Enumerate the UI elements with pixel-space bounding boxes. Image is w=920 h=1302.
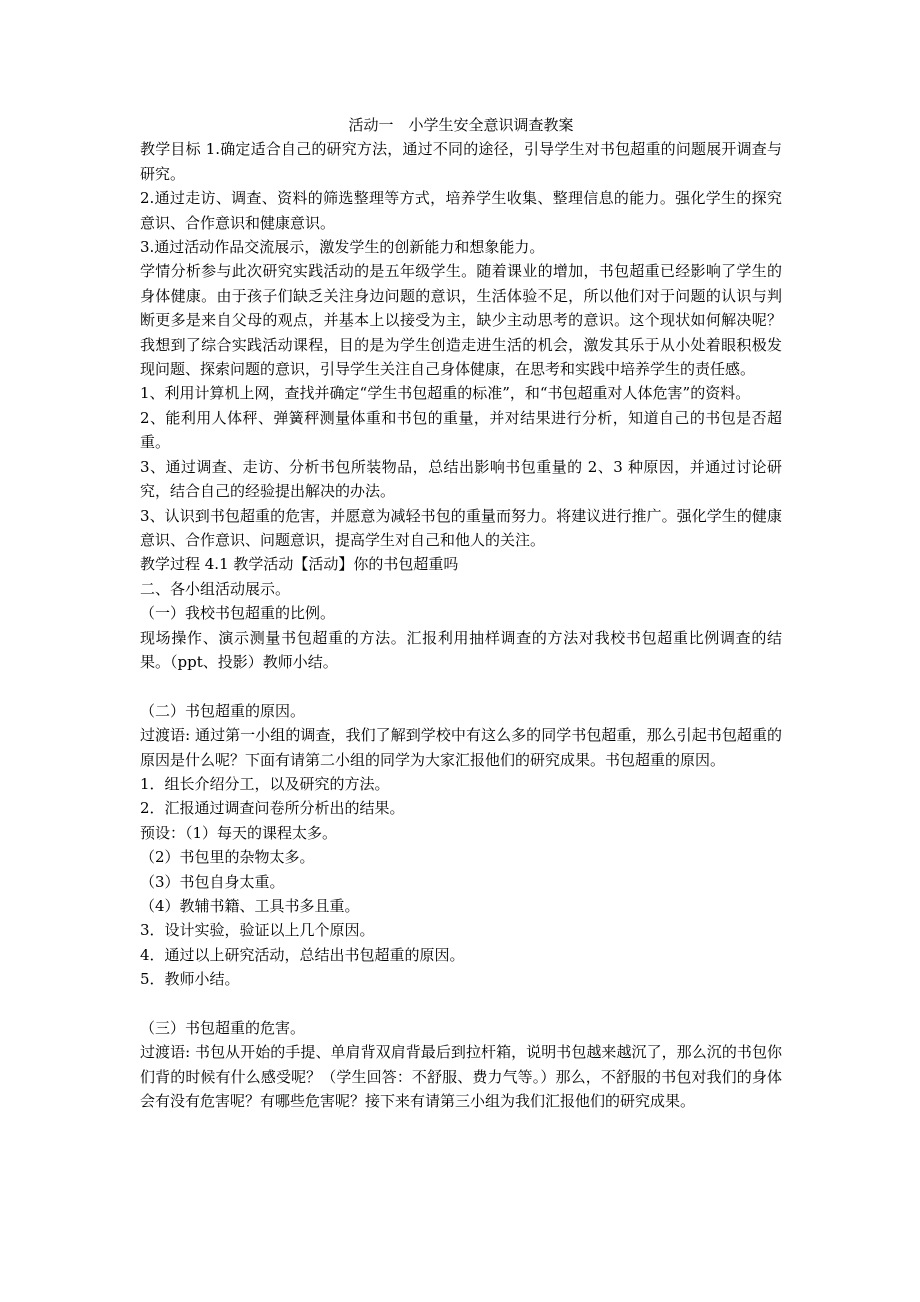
list-item: （3）书包自身太重。 <box>140 872 285 891</box>
subsection-1-body: 现场操作、演示测量书包超重的方法。汇报利用抽样调查的方法对我校书包超重比例调查的结果。（ppt、投影）教师小结。 <box>140 628 782 671</box>
goal-item-3: 3、通过调查、走访、分析书包所装物品，总结出影响书包重量的 2、3 种原因，并通过讨论研究，结合自己的经验提出解决的办法。 <box>140 457 782 501</box>
list-item: （2）书包里的杂物太多。 <box>140 848 315 867</box>
list-item: 3．设计实验，验证以上几个原因。 <box>140 921 375 940</box>
list-item: 4．通过以上研究活动，总结出书包超重的原因。 <box>140 945 465 964</box>
blank-line <box>140 674 782 698</box>
document-title: 活动一 小学生安全意识调查教案 <box>348 116 574 134</box>
teaching-process-heading: 教学过程 4.1 教学活动【活动】你的书包超重吗 <box>140 555 459 574</box>
list-item: 5．教师小结。 <box>140 970 240 989</box>
subsection-heading-2: （二）书包超重的原因。 <box>140 701 306 720</box>
subsection-heading-3: （三）书包超重的危害。 <box>140 1019 306 1037</box>
list-item: （4）教辅书籍、工具书多且重。 <box>140 896 360 915</box>
objective-1: 教学目标 1.确定适合自己的研究方法，通过不同的途径，引导学生对书包超重的问题展开调查与研究。 <box>140 140 782 183</box>
objective-3: 3.通过活动作品交流展示，激发学生的创新能力和想象能力。 <box>140 238 545 257</box>
blank-line <box>140 992 782 1016</box>
list-item: 1．组长介绍分工，以及研究的方法。 <box>140 774 390 793</box>
subsection-heading-1: （一）我校书包超重的比例。 <box>140 604 336 623</box>
transition-paragraph-1: 过渡语: 通过第一小组的调查，我们了解到学校中有这么多的同学书包超重，那么引起书包超重的原因是什么呢？下面有请第二小组的同学为大家汇报他们的研究成果。书包超重的原因。 <box>140 726 782 769</box>
goal-item-2: 2、能利用人体秤、弹簧秤测量体重和书包的重量，并对结果进行分析，知道自己的书包是否超重。 <box>140 408 782 452</box>
goal-item-1: 1、利用计算机上网，查找并确定“学生书包超重的标准”，和“书包超重对人体危害”的资料。 <box>140 384 751 403</box>
transition-paragraph-2: 过渡语: 书包从开始的手提、单肩背双肩背最后到拉杆箱，说明书包越来越沉了，那么沉的书包你们背的时候有什么感受呢？（学生回答：不舒服、费力气等。）那么，不舒服的书包对我们的身体会有没有危害呢？有哪些危害呢？接下来有请第三小组为我们汇报他们的研究成果。 <box>140 1043 782 1111</box>
list-item: 预设：（1）每天的课程太多。 <box>140 823 338 842</box>
objective-2: 2.通过走访、调查、资料的筛选整理等方式，培养学生收集、整理信息的能力。强化学生的探究意识、合作意识和健康意识。 <box>140 189 782 232</box>
list-item: 2．汇报通过调查问卷所分析出的结果。 <box>140 799 405 818</box>
section-heading-2: 二、各小组活动展示。 <box>140 579 291 598</box>
goal-item-4: 3、认识到书包超重的危害，并愿意为减轻书包的重量而努力。将建议进行推广。强化学生的健康意识、合作意识、问题意识，提高学生对自己和他人的关注。 <box>140 506 782 549</box>
document-page <box>140 113 782 1114</box>
learner-analysis: 学情分析参与此次研究实践活动的是五年级学生。随着课业的增加，书包超重已经影响了学生的身体健康。由于孩子们缺乏关注身边问题的意识，生活体验不足，所以他们对于问题的认识与判断更多是来自父母的观点，并基本上以接受为主，缺少主动思考的意识。这个现状如何解决呢？我想到了综合实践活动课程，目的是为学生创造走进生活的机会，激发其乐于从小处着眼积极发现问题、探索问题的意识，引导学生关注自己身体健康，在思考和实践中培养学生的责任感。 <box>140 262 782 379</box>
